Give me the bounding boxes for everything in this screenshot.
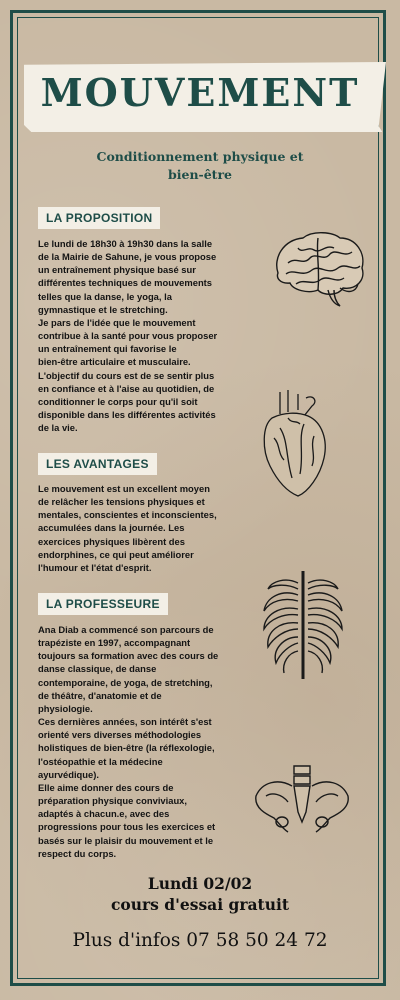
section-text-proposition: Le lundi de 18h30 à 19h30 dans la salle de la Mairie de Sahune, je vous propose un entraînement physique basé sur différentes techniques de mouvements telles que la danse, le yoga, la gymnastique et le stretching. Je pars de l'idée que le mouvement contribue à la santé pour vous proposer un entraînement qui favorise le bien-être articulaire et musculaire. L'objectif du cours est de se sentir plus en confiance et à l'aise au quotidien, de conditionner le corps pour qu'il soit disponible dans les différentes activités de la vie. bbox=[38, 238, 218, 434]
section-text-avantages: Le mouvement est un excellent moyen de relâcher les tensions physiques et mentales, conscientes et inconscientes, accumulées dans la journée. Les exercices physiques libèrent des endorphines, ce qui peut améliorer l'humour et l'état d'esprit. bbox=[38, 483, 217, 573]
ribcage-illustration-icon bbox=[258, 567, 348, 685]
trial-date: Lundi 02/02 bbox=[147, 874, 253, 893]
page-title: MOUVEMENT bbox=[40, 70, 360, 115]
trial-class-announcement bbox=[60, 874, 340, 916]
brain-illustration-icon bbox=[268, 228, 368, 313]
contact-info: Plus d'infos 07 58 50 24 72 bbox=[72, 930, 328, 951]
subtitle-line-1: Conditionnement physique et bbox=[96, 149, 304, 164]
heart-illustration-icon bbox=[258, 388, 330, 500]
pelvis-illustration-icon bbox=[252, 762, 352, 838]
trial-offer: cours d'essai gratuit bbox=[110, 894, 290, 914]
section-text-professeure: Ana Diab a commencé son parcours de trapéziste en 1997, accompagnant toujours sa formation avec des cours de danse classique, de danse contemporaine, de yoga, de stretching, de théâtre, d'anatomie et de physiologie. Ces dernières années, son intérêt s'est orienté vers diverses méthodologies holistiques de bien-être (la réflexologie, l'ostéopathie et la médecine ayurvédique). Elle aime donner des cours de préparation physique conviviaux, adaptés à chacun.e, avec des progressions pour tous les exercices et basés sur le plaisir du mouvement et le respect du corps. bbox=[38, 624, 219, 859]
section-label-professeure: LA PROFESSEURE bbox=[38, 593, 168, 615]
section-label-proposition: LA PROPOSITION bbox=[38, 207, 160, 229]
section-label-avantages: LES AVANTAGES bbox=[38, 453, 157, 475]
page-subtitle bbox=[60, 148, 340, 183]
subtitle-line-2: bien-être bbox=[168, 166, 232, 182]
